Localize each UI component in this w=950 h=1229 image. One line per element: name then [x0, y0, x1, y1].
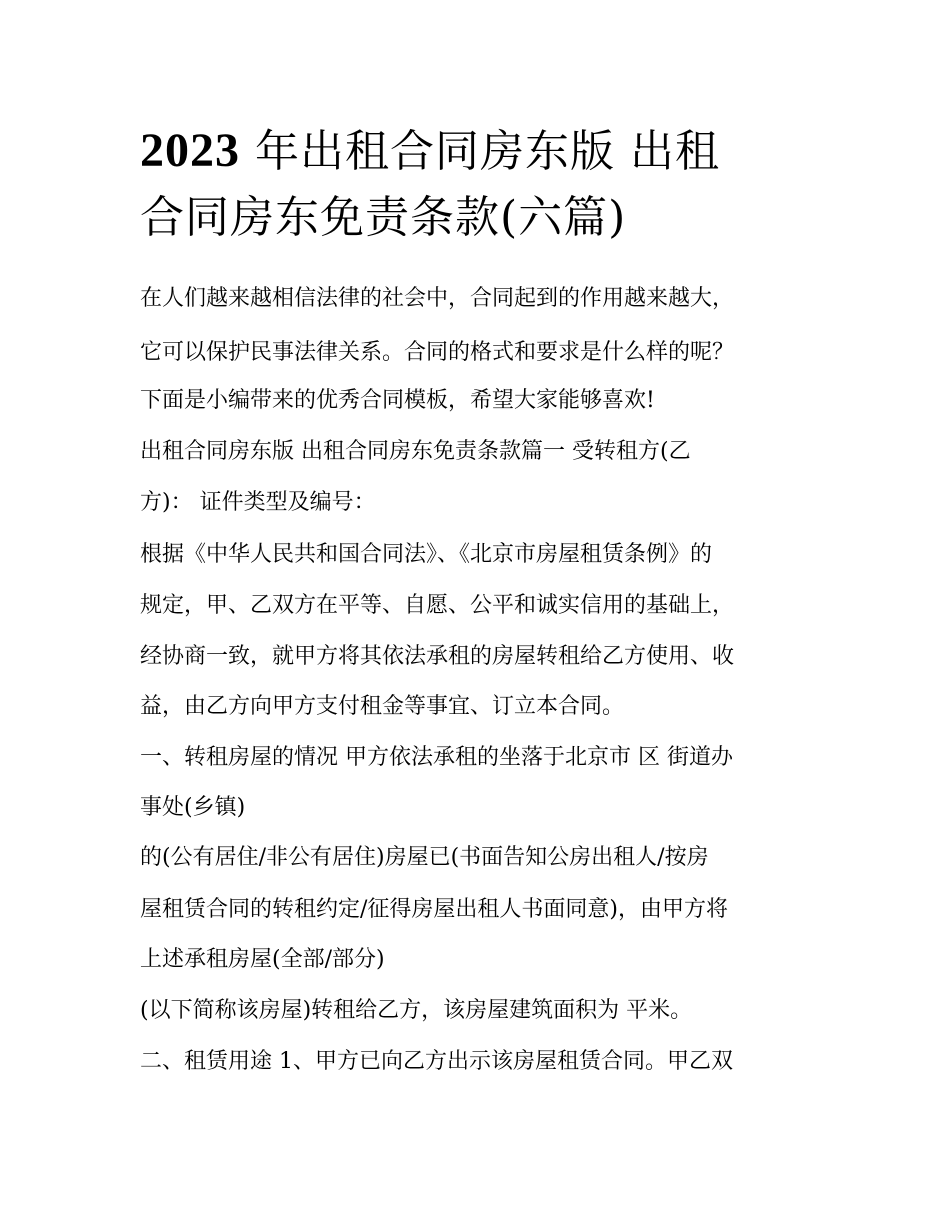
- body-line: 方)： 证件类型及编号：: [140, 490, 376, 515]
- document-title: [140, 118, 820, 251]
- body-line: 下面是小编带来的优秀合同模板，希望大家能够喜欢!: [140, 388, 655, 413]
- body-line: 上述承租房屋(全部/部分): [140, 947, 385, 972]
- body-line: 二、租赁用途 1、甲方已向乙方出示该房屋租赁合同。甲乙双: [140, 1049, 733, 1074]
- title-line-1: 年出租合同房东版 出租: [240, 126, 720, 177]
- body-line: 它可以保护民事法律关系。合同的格式和要求是什么样的呢？: [140, 340, 735, 365]
- body-line: 事处(乡镇): [140, 795, 246, 820]
- body-line: 益，由乙方向甲方支付租金等事宜、订立本合同。: [140, 694, 625, 719]
- body-line: 经协商一致，就甲方将其依法承租的房屋转租给乙方使用、收: [140, 644, 735, 669]
- body-line: 出租合同房东版 出租合同房东免责条款篇一 受转租方(乙: [140, 439, 691, 464]
- body-line: 规定，甲、乙双方在平等、自愿、公平和诚实信用的基础上，: [140, 593, 735, 618]
- body-line: 屋租赁合同的转租约定/征得房屋出租人书面同意)，由甲方将: [140, 897, 728, 922]
- body-line: 的(公有居住/非公有居住)房屋已(书面告知公房出租人/按房: [140, 845, 709, 870]
- body-line: (以下简称该房屋)转租给乙方，该房屋建筑面积为 平米。: [140, 998, 693, 1023]
- title-line-2: 合同房东免责条款(六篇): [140, 192, 627, 243]
- body-line: 根据《中华人民共和国合同法》、《北京市房屋租赁条例》的: [140, 542, 713, 567]
- body-line: 在人们越来越相信法律的社会中，合同起到的作用越来越大，: [140, 286, 735, 311]
- title-year: 2023: [140, 124, 240, 177]
- body-line: 一、转租房屋的情况 甲方依法承租的坐落于北京市 区 街道办: [140, 745, 733, 770]
